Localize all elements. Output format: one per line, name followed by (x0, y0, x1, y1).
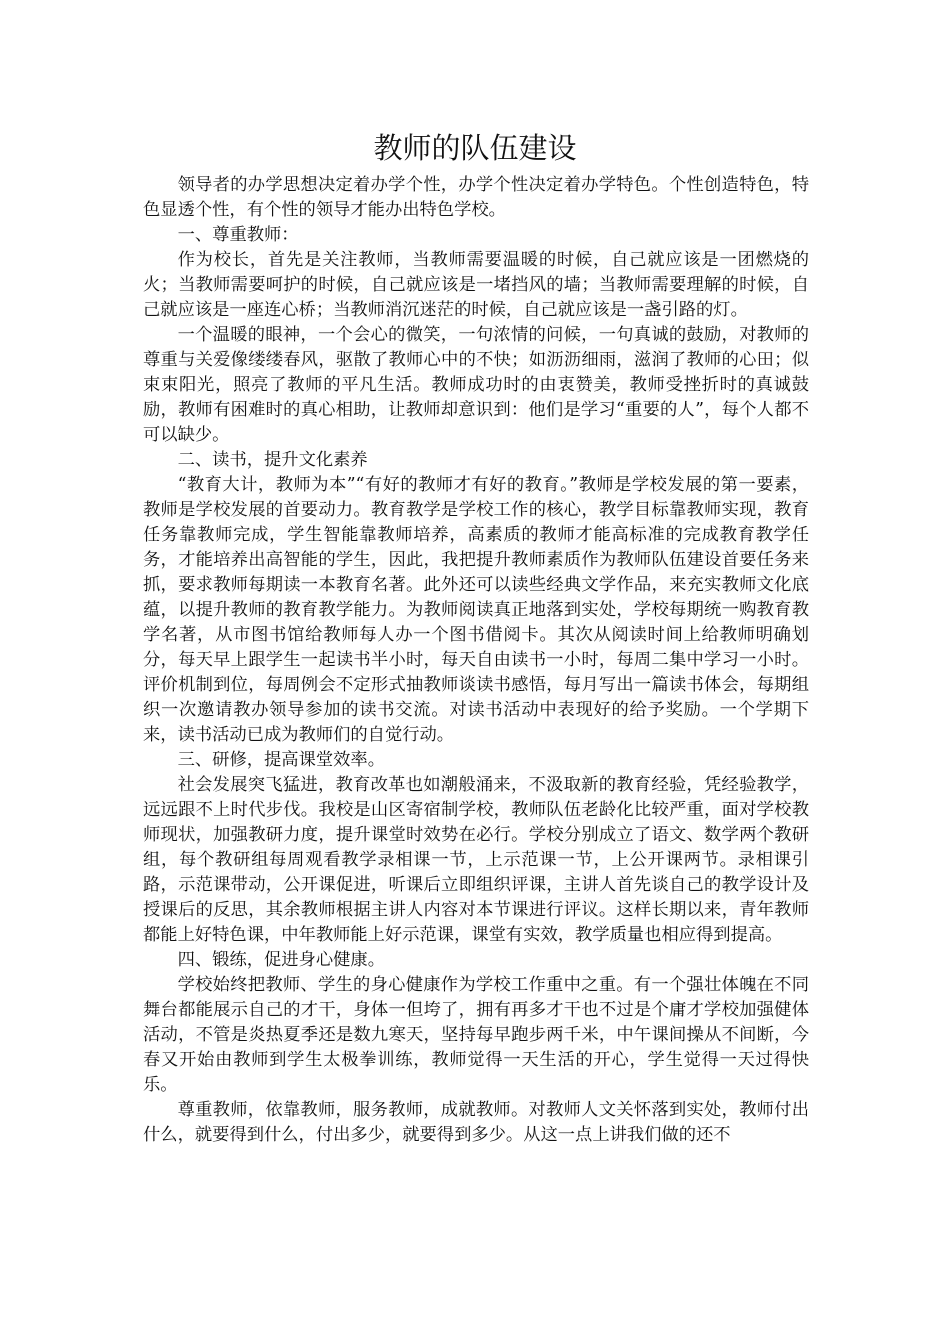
paragraph-intro: 领导者的办学思想决定着办学个性，办学个性决定着办学特色。个性创造特色，特色显透个性，有个性的领导才能办出特色学校。 (143, 175, 809, 220)
section-heading-reading: 二、读书，提升文化素养 (177, 450, 368, 470)
paragraph-reading: “教育大计，教师为本”“有好的教师才有好的教育。”教师是学校发展的第一要素，教师是学校发展的首要动力。教育教学是学校工作的核心，教学目标靠教师实现，教育任务靠教师完成，学生智能靠教师培养，高素质的教师才能高标准的完成教育教学任务，才能培养出高智能的学生，因此，我把提升教师素质作为教师队伍建设首要任务来抓，要求教师每期读一本教育名著。此外还可以读些经典文学作品，来充实教师文化底蕴，以提升教师的教育教学能力。为教师阅读真正地落到实处，学校每期统一购教育教学名著，从市图书馆给教师每人办一个图书借阅卡。其次从阅读时间上给教师明确划分，每天早上跟学生一起读书半小时，每天自由读书一小时，每周二集中学习一小时。评价机制到位，每周例会不定形式抽教师谈读书感悟，每月写出一篇读书体会，每期组织一次邀请教办领导参加的读书交流。对读书活动中表现好的给予奖励。一个学期下来，读书活动已成为教师们的自觉行动。 (143, 475, 809, 745)
paragraph-respect-1: 作为校长，首先是关注教师，当教师需要温暖的时候，自己就应该是一团燃烧的火；当教师需要呵护的时候，自己就应该是一堵挡风的墙；当教师需要理解的时候，自己就应该是一座连心桥；当教师消沉迷茫的时候，自己就应该是一盏引路的灯。 (143, 250, 809, 320)
section-heading-research: 三、研修，提高课堂效率。 (177, 750, 385, 770)
section-heading-respect: 一、尊重教师： (177, 225, 299, 245)
paragraph-respect-2: 一个温暖的眼神，一个会心的微笑，一句浓情的问候，一句真诚的鼓励，对教师的尊重与关爱像缕缕春风，驱散了教师心中的不快；如沥沥细雨，滋润了教师的心田；似束束阳光，照亮了教师的平凡生活。教师成功时的由衷赞美，教师受挫折时的真诚鼓励，教师有困难时的真心相助，让教师却意识到：他们是学习“重要的人”，每个人都不可以缺少。 (143, 325, 809, 445)
paragraph-conclusion: 尊重教师，依靠教师，服务教师，成就教师。对教师人文关怀落到实处，教师付出什么，就要得到什么，付出多少，就要得到多少。从这一点上讲我们做的还不 (143, 1100, 809, 1145)
section-heading-exercise: 四、锻练，促进身心健康。 (177, 950, 385, 970)
paragraph-exercise: 学校始终把教师、学生的身心健康作为学校工作重中之重。有一个强壮体魄在不同舞台都能展示自己的才干，身体一但垮了，拥有再多才干也不过是个庸才学校加强健体活动，不管是炎热夏季还是数九寒天，坚持每早跑步两千米，中午课间操从不间断，今春又开始由教师到学生太极拳训练，教师觉得一天生活的开心，学生觉得一天过得快乐。 (143, 975, 809, 1095)
document-title: 教师的队伍建设 (373, 131, 577, 165)
paragraph-research: 社会发展突飞猛进，教育改革也如潮般涌来，不汲取新的教育经验，凭经验教学，远远跟不上时代步伐。我校是山区寄宿制学校，教师队伍老龄化比较严重，面对学校教师现状，加强教研力度，提升课堂时效势在必行。学校分别成立了语文、数学两个教研组，每个教研组每周观看教学录相课一节，上示范课一节，上公开课两节。录相课引路，示范课带动，公开课促进，听课后立即组织评课，主讲人首先谈自己的教学设计及授课后的反思，其余教师根据主讲人内容对本节课进行评议。这样长期以来，青年教师都能上好特色课，中年教师能上好示范课，课堂有实效，教学质量也相应得到提高。 (143, 775, 809, 945)
document-body (143, 173, 809, 1148)
